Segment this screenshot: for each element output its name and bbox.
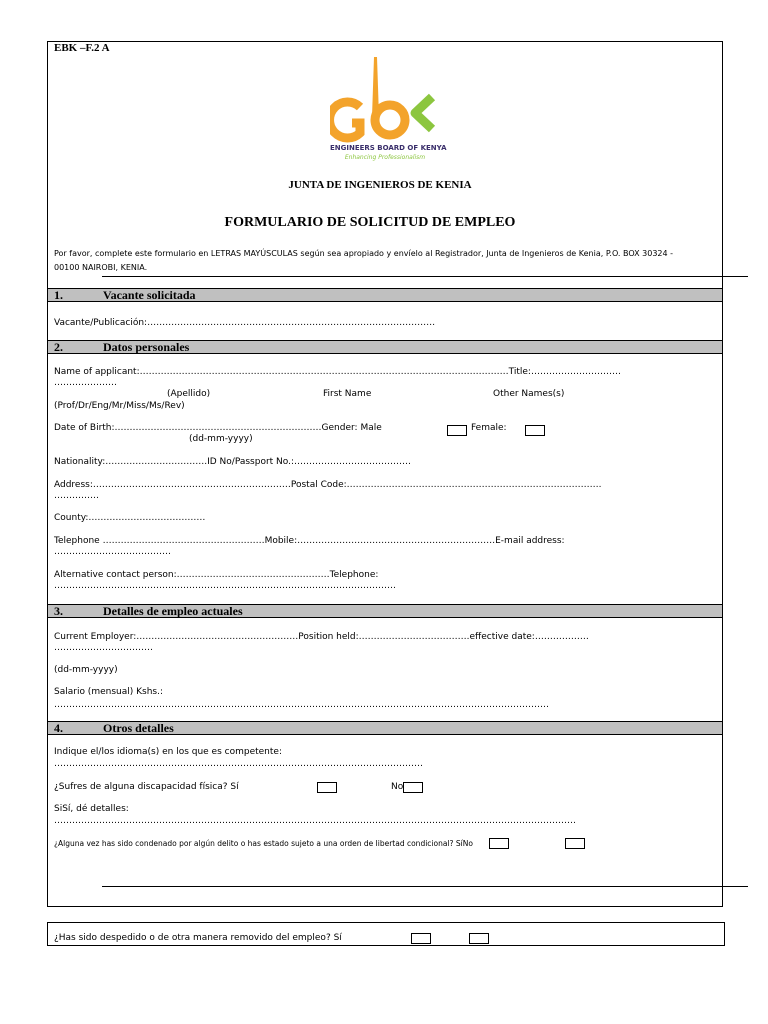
address-cont[interactable]: …………… — [54, 491, 99, 501]
salary-field[interactable]: ………………………………………………………………………………………………………………………………………………… — [54, 700, 549, 710]
section-4-header — [48, 721, 722, 735]
section-1-header — [48, 288, 722, 302]
county-field[interactable]: County:………………………………… — [54, 513, 206, 523]
dob-gender-field[interactable]: Date of Birth:……………………………………………………………Gender: Male — [54, 423, 382, 433]
telephone-field[interactable]: Telephone ………………………………………………Mobile:…………………………………………………………E-mail address: — [54, 536, 565, 546]
nationality-id-field[interactable]: Nationality:…………………………….ID No/Passport No.:………………………………… — [54, 457, 412, 467]
employer-cont[interactable]: …………………………… — [54, 643, 153, 653]
conviction-yes-checkbox[interactable] — [489, 838, 509, 849]
section-title: Detalles de empleo actuales — [103, 604, 243, 618]
telephone-cont[interactable]: ………………………………… — [54, 547, 171, 557]
section-3-header — [48, 604, 722, 618]
section-title: Otros detalles — [103, 721, 174, 735]
employer-field[interactable]: Current Employer:………………………………………………Position held:……………………………….effective date:……………… — [54, 632, 589, 642]
details-label: SiSí, dé detalles: — [54, 804, 129, 814]
section-title: Vacante solicitada — [103, 288, 196, 302]
conviction-no-checkbox[interactable] — [565, 838, 585, 849]
female-label: Female: — [471, 423, 507, 433]
title-options: (Prof/Dr/Eng/Mr/Miss/Ms/Rev) — [54, 401, 185, 411]
applicant-name-field[interactable]: Name of applicant:……………………………………………………………………………………………………………Title:………………………… — [54, 367, 621, 377]
form-title: FORMULARIO DE SOLICITUD DE EMPLEO — [224, 215, 516, 230]
divider-line — [102, 276, 748, 277]
disability-no-label: No — [391, 782, 404, 792]
form-code: EBK –F.2 A — [54, 42, 110, 54]
disability-yes-checkbox[interactable] — [317, 782, 337, 793]
languages-label: Indique el/los idioma(s) en los que es competente: — [54, 747, 282, 757]
female-checkbox[interactable] — [525, 425, 545, 436]
section-number: 3. — [54, 604, 63, 618]
dob-hint: (dd-mm-yyyy) — [189, 434, 253, 444]
languages-field[interactable]: …………………………………………………………………………………………………………… — [54, 759, 423, 769]
dismissal-question: ¿Has sido despedido o de otra manera removido del empleo? Sí — [54, 933, 342, 943]
form-frame — [47, 41, 723, 907]
section-number: 2. — [54, 340, 63, 354]
section-2-header — [48, 340, 722, 354]
male-checkbox[interactable] — [447, 425, 467, 436]
vacancy-field[interactable]: Vacante/Publicación:…………………………………………………………………………………… — [54, 318, 436, 328]
first-name-hint: First Name — [323, 389, 372, 399]
salary-label: Salario (mensual) Kshs.: — [54, 687, 163, 697]
logo-tagline: Enhancing Professionalism — [344, 154, 426, 161]
other-names-hint: Other Names(s) — [493, 389, 565, 399]
disability-no-checkbox[interactable] — [403, 782, 423, 793]
disability-question: ¿Sufres de alguna discapacidad física? Sí — [54, 782, 239, 792]
conviction-question: ¿Alguna vez has sido condenado por algún delito o has estado sujeto a una orden de libertad condicional? SíNo — [54, 839, 473, 848]
logo-org-name: ENGINEERS BOARD OF KENYA — [330, 144, 447, 152]
bottom-divider-line — [102, 886, 748, 887]
date-hint: (dd-mm-yyyy) — [54, 665, 118, 675]
section-title: Datos personales — [103, 340, 190, 354]
applicant-name-cont[interactable]: ………………… — [54, 378, 117, 388]
surname-hint: (Apellido) — [167, 389, 211, 399]
section-number: 4. — [54, 721, 63, 735]
alt-contact-field[interactable]: Alternative contact person:……………………………………………Telephone: — [54, 570, 379, 580]
section-number: 1. — [54, 288, 63, 302]
dismissal-yes-checkbox[interactable] — [411, 933, 431, 944]
org-title: JUNTA DE INGENIEROS DE KENIA — [288, 179, 472, 191]
instructions-line-1: Por favor, complete este formulario en LETRAS MAYÚSCULAS según sea apropiado y envíelo al Registrador, Junta de Ingenieros de Kenia, P.O. BOX 30324 - — [54, 249, 674, 258]
details-field[interactable]: ………………………………………………………………………………………………………………………………………………………… — [54, 816, 576, 826]
instructions-line-2: 00100 NAIROBI, KENIA. — [54, 263, 148, 272]
address-field[interactable]: Address:…………………………………………………………Postal Code:…………………………………………………………………………. — [54, 480, 602, 490]
alt-contact-cont[interactable]: …………………………………………………………………………………………………… — [54, 581, 396, 591]
dismissal-no-checkbox[interactable] — [469, 933, 489, 944]
